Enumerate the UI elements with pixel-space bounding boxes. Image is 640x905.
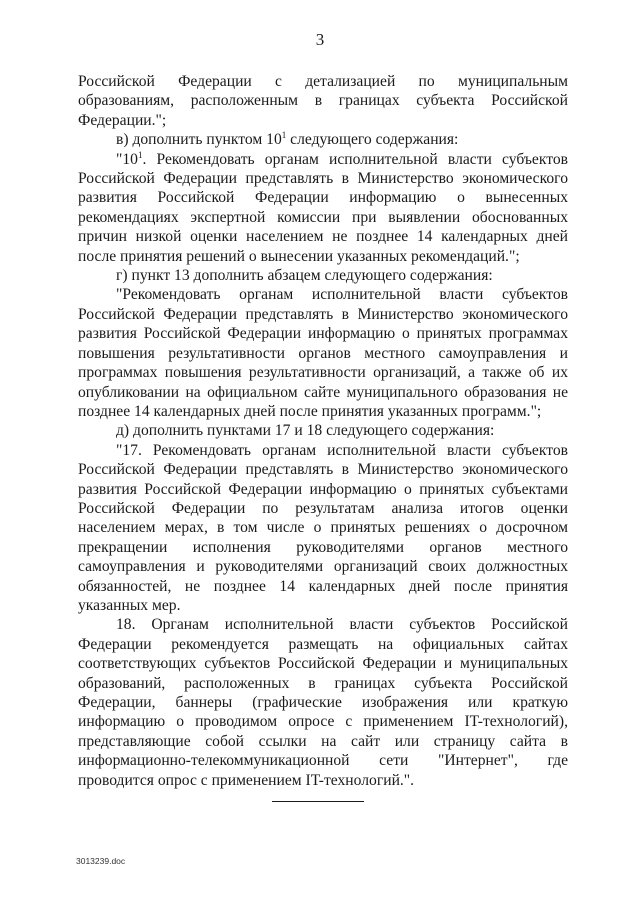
paragraph-point-10-1-head: "10 bbox=[116, 150, 138, 168]
paragraph-point-18: 18. Органам исполнительной власти субъектов Российской Федерации рекомендуется размещать на официальных сайтах соответствующих субъектов Российской Федерации и муниципальных образований, расположенных в границах субъекта Российской Федерации, баннеры (графические изображения или краткую информацию о проводимом опросе с применением IT-технологий), представляющие собой ссылки на сайт или страницу сайта в информационно-телекоммуникационной сети "Интернет", где проводится опрос с применением IT-технологий.". bbox=[78, 616, 568, 789]
paragraph-point-13-addition: "Рекомендовать органам исполнительной власти субъектов Российской Федерации представлять в Министерство экономического развития Российской Федерации информацию о принятых программах повышения результативности органов местного самоуправления и программах повышения результативности организаций, а также об их опубликовании на официальном сайте муниципального образования не позднее 14 календарных дней после принятия указанных программ."; bbox=[78, 286, 568, 420]
footer-document-code: 3013239.doc bbox=[76, 856, 126, 866]
paragraph-point-10-1 bbox=[78, 150, 568, 266]
document-body bbox=[78, 72, 568, 790]
page-number: 3 bbox=[315, 30, 325, 49]
paragraph-continuation: Российской Федерации с детализацией по муниципальным образованиям, расположенным в границах субъекта Российской Федерации."; bbox=[78, 73, 568, 129]
paragraph-item-g: г) пункт 13 дополнить абзацем следующего содержания: bbox=[116, 267, 493, 285]
paragraph-point-17: "17. Рекомендовать органам исполнительной власти субъектов Российской Федерации представлять в Министерство экономического развития Российской Федерации информацию о принятых субъектами Российской Федерации по результатам анализа итогов оценки населением мерах, в том числе о принятых решениях о досрочном прекращении исполнения руководителями органов местного самоуправления и руководителями организаций своих должностных обязанностей, не позднее 14 календарных дней после принятия указанных мер. bbox=[78, 441, 568, 614]
paragraph-point-10-1-text: . Рекомендовать органам исполнительной власти субъектов Российской Федерации представлять в Министерство экономического развития Российской Федерации информацию о вынесенных рекомендациях экспертной комиссии при выявлении обоснованных причин низкой оценки населением не позднее 14 календарных дней после принятия решений о вынесении указанных рекомендаций."; bbox=[78, 150, 568, 265]
paragraph-item-v-text: в) дополнить пунктом 10 bbox=[116, 131, 282, 149]
end-divider-line bbox=[272, 801, 364, 802]
paragraph-item-v-tail: следующего содержания: bbox=[286, 131, 459, 149]
paragraph-item-d: д) дополнить пунктами 17 и 18 следующего содержания: bbox=[116, 422, 495, 440]
superscript-1: 1 bbox=[137, 149, 143, 160]
paragraph-item-v bbox=[78, 130, 568, 149]
superscript-1: 1 bbox=[281, 130, 287, 141]
